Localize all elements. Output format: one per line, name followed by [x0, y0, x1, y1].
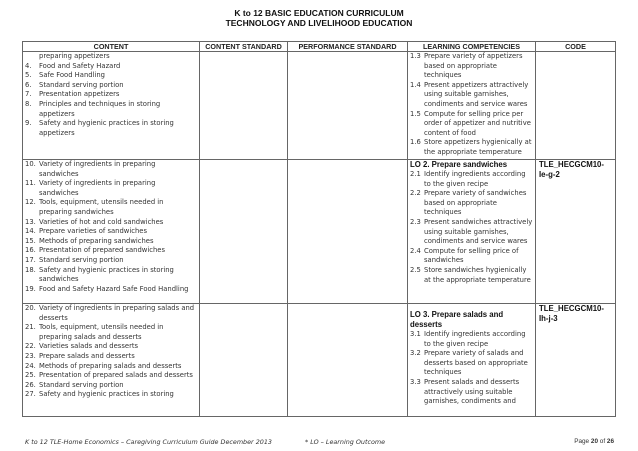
content-item [25, 119, 197, 138]
competency-number: 1.5 [410, 109, 421, 118]
content-item-number: 13. [25, 217, 36, 226]
competency-text: Identify ingredients according to the given recipe [424, 330, 526, 348]
content-standard-cell [200, 304, 288, 417]
competency-text: Store sandwiches hygienically at the appropriate temperature [424, 265, 531, 284]
learning-competencies-cell [408, 304, 536, 417]
content-item-text: Presentation appetizers [39, 90, 120, 99]
content-item [25, 198, 197, 217]
content-item-number: 27. [25, 390, 36, 399]
competency-item [410, 349, 533, 378]
content-item-number: 18. [25, 265, 36, 274]
content-item [25, 100, 197, 119]
column-header-content-standard: CONTENT STANDARD [200, 42, 288, 52]
content-item-number: 23. [25, 351, 36, 360]
competency-number: 3.1 [410, 330, 421, 338]
content-item [25, 227, 197, 237]
content-item-number [25, 52, 39, 62]
competency-text: Prepare variety of appetizers based on appropriate techniques [424, 52, 523, 80]
document-header [0, 8, 638, 28]
content-item-text: Safety and hygienic practices in storing [39, 390, 174, 399]
content-item-text: Methods of preparing sandwiches [39, 236, 154, 245]
competency-item [410, 266, 533, 285]
content-item-number: 8. [25, 99, 32, 108]
content-item-text: Tools, equipment, utensils needed in preparing salads and desserts [39, 323, 164, 341]
competency-text: Present appetizers attractively using suitable garnishes, condiments and service wares [424, 80, 529, 108]
performance-standard-cell [288, 160, 408, 304]
content-item [25, 52, 197, 62]
competency-number: 3.3 [410, 377, 421, 386]
table-row [23, 52, 616, 160]
competency-item [410, 138, 533, 157]
content-item [25, 160, 197, 179]
content-item [25, 285, 197, 295]
competency-text: Present salads and desserts attractively using suitable garnishes, condiments and [424, 377, 520, 406]
table-row [23, 160, 616, 304]
competency-item [410, 378, 533, 407]
current-page: 20 [590, 438, 598, 445]
content-item-text: Principles and techniques in storing appetizers [39, 99, 161, 118]
content-item-text: Variety of ingredients in preparing sandwiches [39, 160, 156, 178]
content-item-number: 7. [25, 90, 32, 99]
competency-number: 2.3 [410, 217, 421, 226]
competency-text: Prepare variety of sandwiches based on appropriate techniques [424, 189, 527, 217]
competency-number: 2.2 [410, 189, 421, 198]
content-item-text: Variety of ingredients in preparing sandwiches [39, 179, 156, 197]
competency-text: Store appetizers hygienically at the appropriate temperature [424, 138, 532, 156]
content-item [25, 237, 197, 247]
footer-lo-note: * LO – Learning Outcome [305, 438, 386, 446]
content-item-text: Tools, equipment, utensils needed in preparing sandwiches [39, 198, 164, 216]
competency-item [410, 110, 533, 139]
competency-item [410, 52, 533, 81]
competency-item [410, 81, 533, 110]
content-item-number: 22. [25, 342, 36, 351]
learning-outcome-heading: LO 3. Prepare salads and desserts [410, 310, 504, 329]
content-item [25, 246, 197, 256]
header-title: K to 12 BASIC EDUCATION CURRICULUM [234, 8, 404, 18]
competency-text: Identify ingredients according to the given recipe [424, 170, 526, 188]
header-subtitle: TECHNOLOGY AND LIVELIHOOD EDUCATION [225, 18, 413, 28]
competency-number: 1.6 [410, 138, 421, 147]
content-item-text: Varieties of hot and cold sandwiches [39, 217, 164, 226]
footer-document-title: K to 12 TLE-Home Economics – Caregiving Curriculum Guide December 2013 [25, 438, 272, 446]
content-item-text: Variety of ingredients in preparing salads and desserts [39, 304, 195, 322]
content-cell [23, 52, 200, 160]
content-item [25, 62, 197, 72]
curriculum-table [22, 41, 616, 417]
competency-number: 2.5 [410, 265, 421, 274]
code-cell: TLE_HECGCM10-Ie-g-2 [536, 160, 616, 304]
column-header-content: CONTENT [23, 42, 200, 52]
competency-item [410, 170, 533, 189]
content-item-text: Standard serving portion [39, 80, 124, 89]
competency-text: Present sandwiches attractively using suitable garnishes, condiments and service wares [424, 217, 533, 246]
content-item-text: Safe Food Handling [39, 71, 105, 80]
table-row [23, 304, 616, 417]
content-item [25, 90, 197, 100]
content-item-number: 12. [25, 198, 36, 207]
column-header-learning-competencies: LEARNING COMPETENCIES [408, 42, 536, 52]
competency-item [410, 330, 533, 349]
content-item [25, 304, 197, 323]
content-item-number: 11. [25, 179, 36, 188]
learning-competencies-cell [408, 52, 536, 160]
content-item-text: Standard serving portion [39, 255, 124, 264]
competency-text: Prepare variety of salads and desserts based on appropriate techniques [424, 349, 528, 377]
performance-standard-cell [288, 52, 408, 160]
code-cell: TLE_HECGCM10-Ih-j-3 [536, 304, 616, 417]
content-item-number: 6. [25, 80, 32, 89]
table-header-row [23, 42, 616, 52]
content-item-number: 9. [25, 119, 32, 128]
competency-number: 2.4 [410, 246, 421, 255]
learning-competencies-cell [408, 160, 536, 304]
content-item [25, 342, 197, 352]
content-cell [23, 160, 200, 304]
competency-number: 2.1 [410, 170, 421, 178]
content-item [25, 381, 197, 391]
content-standard-cell [200, 52, 288, 160]
content-item-number: 5. [25, 71, 32, 80]
content-item-number: 4. [25, 61, 32, 70]
content-item-text: Prepare varieties of sandwiches [39, 227, 148, 236]
competency-item [410, 218, 533, 247]
content-standard-cell [200, 160, 288, 304]
competency-number: 1.4 [410, 80, 421, 89]
content-item [25, 352, 197, 362]
content-item [25, 390, 197, 400]
content-item-number: 25. [25, 371, 36, 380]
content-item-text: Varieties salads and desserts [39, 342, 139, 351]
content-item-text: Safety and hygienic practices in storing appetizers [39, 119, 174, 137]
content-item-number: 15. [25, 236, 36, 245]
competency-item [410, 247, 533, 266]
code-cell [536, 52, 616, 160]
content-item-text: Prepare salads and desserts [39, 351, 135, 360]
content-item [25, 179, 197, 198]
total-pages: 26 [606, 438, 614, 445]
content-item-number: 24. [25, 361, 36, 370]
content-item [25, 362, 197, 372]
competency-number: 1.3 [410, 52, 421, 60]
content-item [25, 71, 197, 81]
content-item-text: Presentation of prepared sandwiches [39, 246, 166, 255]
content-cell [23, 304, 200, 417]
content-item-text: Methods of preparing salads and desserts [39, 361, 182, 370]
content-item-number: 21. [25, 323, 36, 332]
footer-page-number: Page 20 of 26 [574, 438, 614, 445]
content-item [25, 371, 197, 381]
competency-text: Compute for selling price of sandwiches [424, 246, 519, 265]
column-header-performance-standard: PERFORMANCE STANDARD [288, 42, 408, 52]
column-header-code: CODE [536, 42, 616, 52]
competency-text: Compute for selling price per order of appetizer and nutritive content of food [424, 109, 531, 137]
content-item-number: 20. [25, 304, 36, 312]
learning-outcome-heading: LO 2. Prepare sandwiches [410, 160, 508, 169]
content-item [25, 323, 197, 342]
content-item-text: Presentation of prepared salads and desserts [39, 371, 193, 380]
content-item-text: Food and Safety Hazard Safe Food Handling [39, 284, 189, 293]
content-item-number: 16. [25, 246, 36, 255]
content-item-text: Food and Safety Hazard [39, 61, 121, 70]
content-item-number: 19. [25, 284, 36, 293]
performance-standard-cell [288, 304, 408, 417]
content-item [25, 81, 197, 91]
content-item-number: 26. [25, 380, 36, 389]
competency-item [410, 189, 533, 218]
content-item-number: 10. [25, 160, 36, 168]
content-item [25, 266, 197, 285]
content-item [25, 218, 197, 228]
content-item-number: 17. [25, 255, 36, 264]
content-item [25, 256, 197, 266]
content-item-text: preparing appetizers [39, 52, 110, 60]
content-item-number: 14. [25, 227, 36, 236]
competency-number: 3.2 [410, 349, 421, 358]
content-item-text: Safety and hygienic practices in storing sandwiches [39, 265, 174, 284]
content-item-text: Standard serving portion [39, 380, 124, 389]
